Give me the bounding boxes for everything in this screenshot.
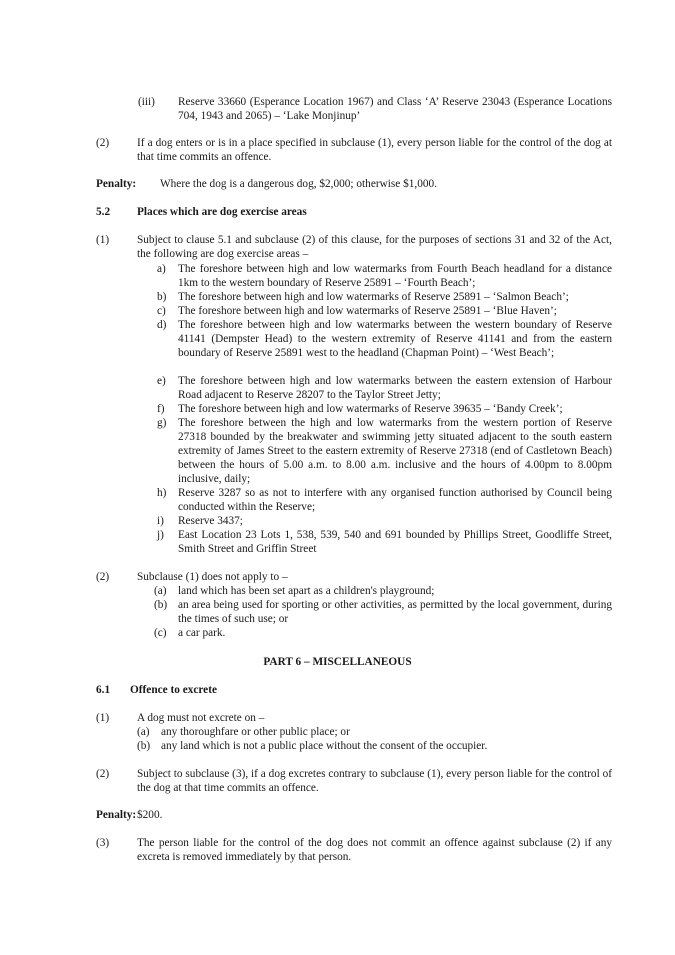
subclause-number: (1)	[96, 712, 110, 724]
subclause-text: A dog must not excrete on –	[137, 712, 265, 724]
list-item-label: h)	[157, 487, 167, 499]
list-item-label: b)	[157, 291, 167, 303]
list-item-text: an area being used for sporting or other activities, as permitted by the local government, during the times of such use; or	[178, 599, 612, 625]
clause-number: 6.1	[96, 684, 111, 696]
list-item-label: (a)	[137, 726, 150, 738]
list-item-text: The foreshore between high and low watermarks of Reserve 25891 – ‘Blue Haven’;	[178, 305, 557, 317]
list-item-label: (a)	[154, 585, 167, 597]
list-item-text: land which has been set apart as a children's playground;	[178, 585, 435, 597]
list-item-text: East Location 23 Lots 1, 538, 539, 540 and 691 bounded by Phillips Street, Goodliffe Street, Smith Street and Griffin Street	[178, 529, 612, 555]
list-item-text: any land which is not a public place without the consent of the occupier.	[161, 740, 488, 752]
clause-number: 5.2	[96, 206, 111, 218]
list-item-text: The foreshore between the high and low watermarks from the western portion of Reserve 27318 bounded by the breakwater and swimming jetty situated adjacent to the south eastern extremity of James Street to the eastern extremity of Reserve 27318 (end of Castletown Beach) between the hours of 5.00 a.m. to 8.00 a.m. inclusive and the hours of 4.00pm to 8.00pm inclusive, daily;	[178, 417, 612, 485]
list-item-text: The foreshore between high and low watermarks of Reserve 25891 – ‘Salmon Beach’;	[178, 291, 569, 303]
penalty-label: Penalty:	[96, 178, 137, 190]
penalty-text: Where the dog is a dangerous dog, $2,000; otherwise $1,000.	[160, 178, 438, 190]
list-item-label: c)	[157, 305, 166, 317]
clause-title: Offence to excrete	[130, 684, 217, 696]
subclause-number: (2)	[96, 571, 110, 583]
list-item-text: The foreshore between high and low watermarks from Fourth Beach headland for a distance 1km to the western boundary of Reserve 25891 – ‘Fourth Beach’;	[178, 263, 612, 289]
list-item-label: e)	[157, 375, 166, 387]
subclause-text: Subject to clause 5.1 and subclause (2) of this clause, for the purposes of sections 31 and 32 of the Act, the following are dog exercise areas –	[137, 234, 612, 260]
list-item-label: d)	[157, 319, 167, 331]
part-heading: PART 6 – MISCELLANEOUS	[263, 656, 412, 668]
list-item-text: any thoroughfare or other public place; or	[161, 726, 350, 738]
penalty-text: $200.	[137, 809, 163, 821]
penalty-label: Penalty:	[96, 809, 137, 821]
list-item-text: Reserve 3287 so as not to interfere with any organised function authorised by Council being conducted within the Reserve;	[178, 487, 612, 513]
subclause-text: Subject to subclause (3), if a dog excretes contrary to subclause (1), every person liable for the control of the dog at that time commits an offence.	[137, 768, 612, 794]
list-item-label: a)	[157, 263, 166, 275]
list-item-text: The foreshore between high and low watermarks between the eastern extension of Harbour Road adjacent to Reserve 28207 to the Taylor Street Jetty;	[178, 375, 612, 401]
subclause-text: If a dog enters or is in a place specified in subclause (1), every person liable for the control of the dog at that time commits an offence.	[137, 137, 612, 163]
item-text: Reserve 33660 (Esperance Location 1967) and Class ‘A’ Reserve 23043 (Esperance Locations 704, 1943 and 2065) – ‘Lake Monjinup’	[178, 96, 612, 122]
list-item-label: (b)	[154, 599, 168, 611]
list-item-label: (c)	[154, 627, 167, 639]
clause-title: Places which are dog exercise areas	[137, 206, 307, 218]
list-item-label: j)	[157, 529, 164, 541]
subclause-number: (2)	[96, 137, 110, 149]
list-item-label: (b)	[137, 740, 151, 752]
list-item-text: The foreshore between high and low watermarks between the western boundary of Reserve 41141 (Dempster Head) to the western extremity of Reserve 41141 and from the eastern boundary of Reserve 25891 west to the headland (Chapman Point) – ‘West Beach’;	[178, 319, 612, 359]
subclause-number: (3)	[96, 837, 110, 849]
list-item-label: i)	[157, 515, 164, 527]
list-item-label: f)	[157, 403, 165, 415]
subclause-text: Subclause (1) does not apply to –	[137, 571, 288, 583]
subclause-text: The person liable for the control of the dog does not commit an offence against subclause (2) if any excreta is removed immediately by that person.	[137, 837, 612, 863]
list-item-text: a car park.	[178, 627, 226, 639]
item-number: (iii)	[138, 96, 155, 108]
subclause-number: (2)	[96, 768, 110, 780]
subclause-number: (1)	[96, 234, 110, 246]
list-item-label: g)	[157, 417, 167, 429]
list-item-text: The foreshore between high and low watermarks of Reserve 39635 – ‘Bandy Creek’;	[178, 403, 563, 415]
list-item-text: Reserve 3437;	[178, 515, 243, 527]
